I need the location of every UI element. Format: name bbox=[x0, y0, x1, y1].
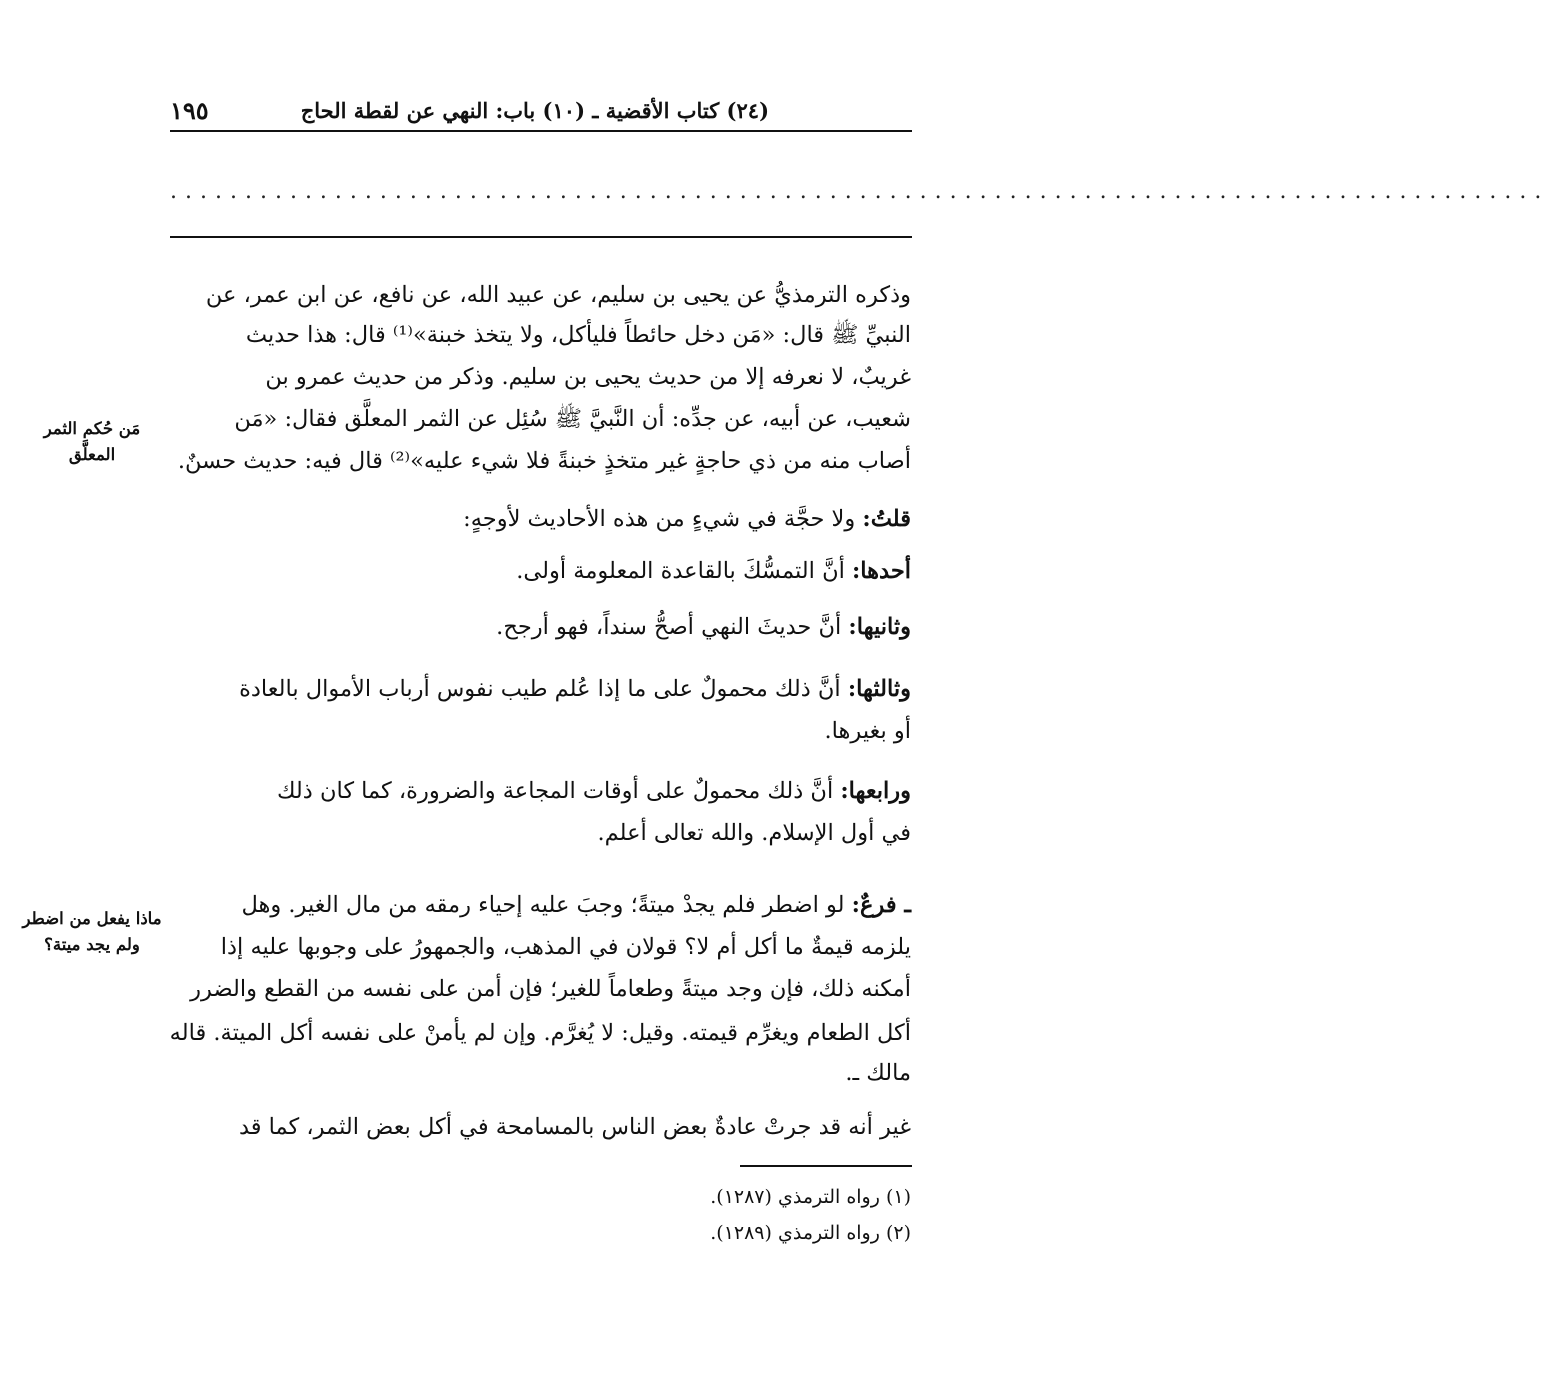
point-third bbox=[169, 678, 911, 701]
body-line: مالك ـ. bbox=[845, 1060, 911, 1086]
body-line: يلزمه قيمةٌ ما أكل أم لا؟ قولان في المذهب، والجمهورُ على وجوبها عليه إذا bbox=[220, 934, 911, 960]
footnote-1: (١) رواه الترمذي (١٢٨٧). bbox=[710, 1186, 911, 1208]
branch-label: ـ فرعٌ: bbox=[851, 892, 911, 918]
point-second bbox=[169, 616, 911, 639]
dotted-separator: ............................................................................................ bbox=[170, 179, 1549, 204]
body-line: في أول الإسلام. والله تعالى أعلم. bbox=[597, 820, 911, 846]
second-text: أنَّ حديثَ النهي أصحُّ سنداً، فهو أرجح. bbox=[496, 614, 842, 640]
branch-line bbox=[169, 894, 911, 917]
first-text: أنَّ التمسُّكَ بالقاعدة المعلومة أولى. bbox=[516, 558, 845, 584]
body-line: النبيِّ ﷺ قال: «مَن دخل حائطاً فليأكل، ولا يتخذ خبنة»⁽¹⁾ قال: هذا حديث bbox=[245, 322, 911, 348]
fourth-text: أنَّ ذلك محمولٌ على أوقات المجاعة والضرورة، كما كان ذلك bbox=[276, 778, 834, 804]
section-rule bbox=[170, 236, 912, 238]
body-line: وذكره الترمذيُّ عن يحيى بن سليم، عن عبيد الله، عن نافع، عن ابن عمر، عن bbox=[205, 282, 911, 308]
qult-text: ولا حجَّة في شيءٍ من هذه الأحاديث لأوجهٍ: bbox=[463, 506, 856, 532]
body-line: أو بغيرها. bbox=[824, 718, 911, 744]
body-line: شعيب، عن أبيه، عن جدِّه: أن النَّبيَّ ﷺ سُئِل عن الثمر المعلَّق فقال: «مَن bbox=[234, 406, 911, 432]
page-number: ١٩٥ bbox=[170, 96, 209, 125]
third-label: وثالثها: bbox=[847, 676, 911, 702]
footnote-2: (٢) رواه الترمذي (١٢٨٩). bbox=[710, 1222, 911, 1244]
margin-note-hanging-fruit: مَن حُكم الثمر المعلَّق bbox=[43, 419, 141, 464]
running-header-title: (٢٤) كتاب الأقضية ـ (١٠) باب: النهي عن لقطة الحاج bbox=[300, 98, 769, 123]
body-line: غير أنه قد جرتْ عادةٌ بعض الناس بالمسامحة في أكل بعض الثمر، كما قد bbox=[238, 1114, 911, 1140]
second-label: وثانيها: bbox=[848, 614, 911, 640]
fourth-label: ورابعها: bbox=[840, 778, 911, 804]
margin-note-compelled: ماذا يفعل من اضطر ولم يجد ميتة؟ bbox=[22, 909, 162, 954]
body-line: غريبٌ، لا نعرفه إلا من حديث يحيى بن سليم. وذكر من حديث عمرو بن bbox=[265, 364, 911, 390]
qult-line bbox=[169, 508, 911, 531]
footnote-rule bbox=[740, 1165, 912, 1167]
first-label: أحدها: bbox=[852, 558, 911, 584]
qult-label: قلتُ: bbox=[862, 506, 911, 532]
point-first bbox=[169, 560, 911, 583]
third-text: أنَّ ذلك محمولٌ على ما إذا عُلم طيب نفوس أرباب الأموال بالعادة bbox=[239, 676, 841, 702]
body-line: أصاب منه من ذي حاجةٍ غير متخذٍ خبنةً فلا شيء عليه»⁽²⁾ قال فيه: حديث حسنٌ. bbox=[177, 448, 911, 474]
header-rule bbox=[170, 130, 912, 132]
body-line: أكل الطعام ويغرِّم قيمته. وقيل: لا يُغرَّم. وإن لم يأمنْ على نفسه أكل الميتة. قاله bbox=[169, 1020, 911, 1046]
point-fourth bbox=[169, 780, 911, 803]
body-line: أمكنه ذلك، فإن وجد ميتةً وطعاماً للغير؛ فإن أمن على نفسه من القطع والضرر bbox=[190, 976, 911, 1002]
branch-text: لو اضطر فلم يجدْ ميتةً؛ وجبَ عليه إحياء رمقه من مال الغير. وهل bbox=[241, 892, 845, 918]
